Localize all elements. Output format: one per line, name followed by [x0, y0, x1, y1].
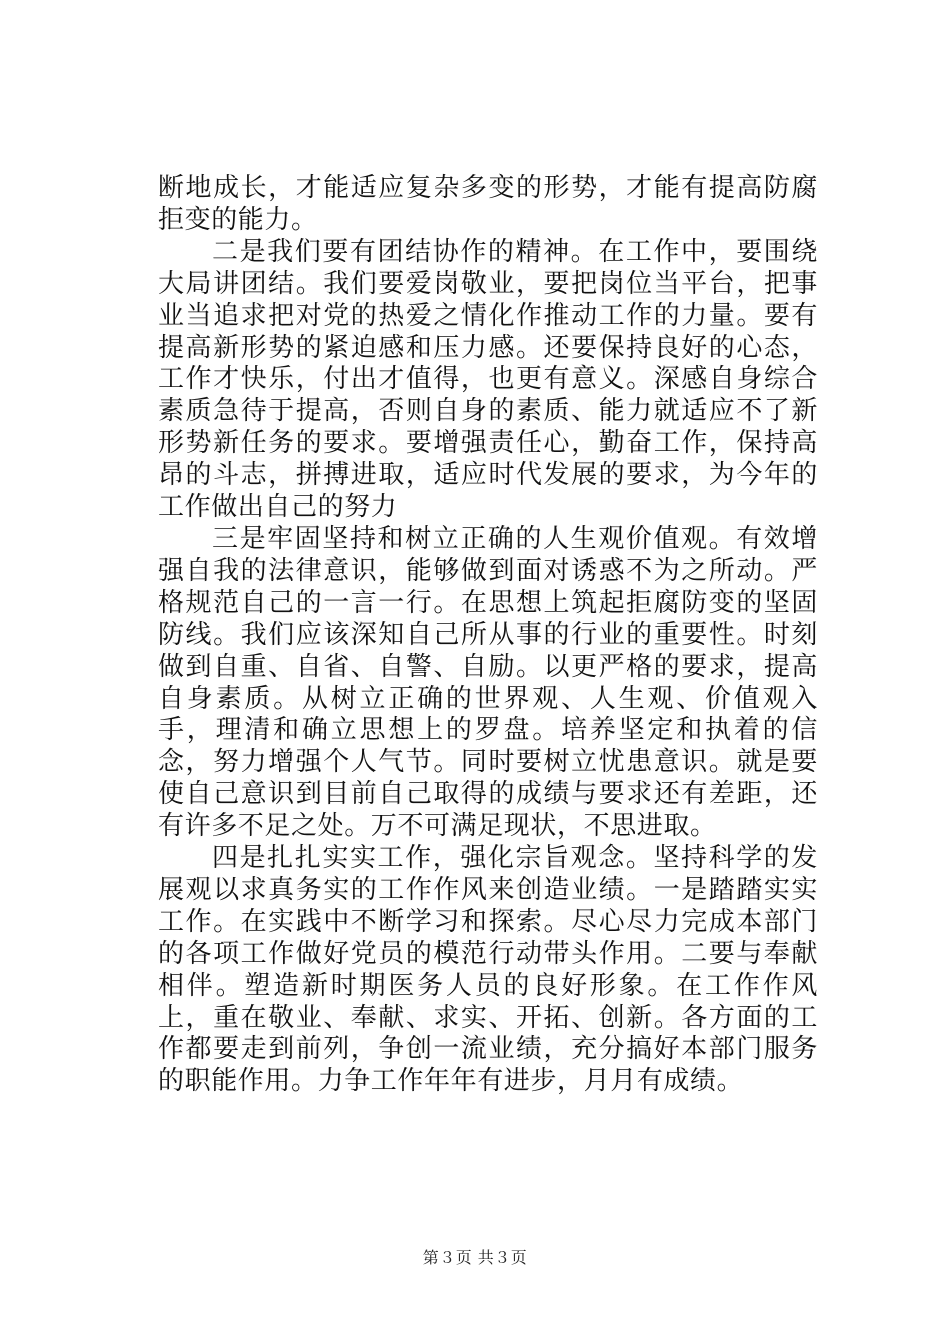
- document-body: [158, 173, 818, 1098]
- paragraph-three: 三是牢固坚持和树立正确的人生观价值观。有效增强自我的法律意识，能够做到面对诱惑不为之所动。严格规范自己的一言一行。在思想上筑起拒腐防变的坚固防线。我们应该深知自己所从事的行业的重要性。时刻做到自重、自省、自警、自励。以更严格的要求，提高自身素质。从树立正确的世界观、人生观、价值观入手，理清和确立思想上的罗盘。培养坚定和执着的信念，努力增强个人气节。同时要树立忧患意识。就是要使自己意识到目前自己取得的成绩与要求还有差距，还有许多不足之处。万不可满足现状，不思进取。: [158, 523, 818, 842]
- paragraph-two: 二是我们要有团结协作的精神。在工作中，要围绕大局讲团结。我们要爱岗敬业，要把岗位当平台，把事业当追求把对党的热爱之情化作推动工作的力量。要有提高新形势的紧迫感和压力感。还要保持良好的心态，工作才快乐，付出才值得，也更有意义。深感自身综合素质急待于提高，否则自身的素质、能力就适应不了新形势新任务的要求。要增强责任心，勤奋工作，保持高昂的斗志，拼搏进取，适应时代发展的要求，为今年的工作做出自己的努力: [158, 236, 818, 523]
- paragraph-four: 四是扎扎实实工作，强化宗旨观念。坚持科学的发展观以求真务实的工作作风来创造业绩。一是踏踏实实工作。在实践中不断学习和探索。尽心尽力完成本部门的各项工作做好党员的模范行动带头作用。二要与奉献相伴。塑造新时期医务人员的良好形象。在工作作风上，重在敬业、奉献、求实、开拓、创新。各方面的工作都要走到前列，争创一流业绩，充分搞好本部门服务的职能作用。力争工作年年有进步，月月有成绩。: [158, 843, 818, 1097]
- paragraph-continuation: 断地成长，才能适应复杂多变的形势，才能有提高防腐拒变的能力。: [158, 173, 818, 235]
- page-footer: 第３页 共３页: [422, 1248, 528, 1267]
